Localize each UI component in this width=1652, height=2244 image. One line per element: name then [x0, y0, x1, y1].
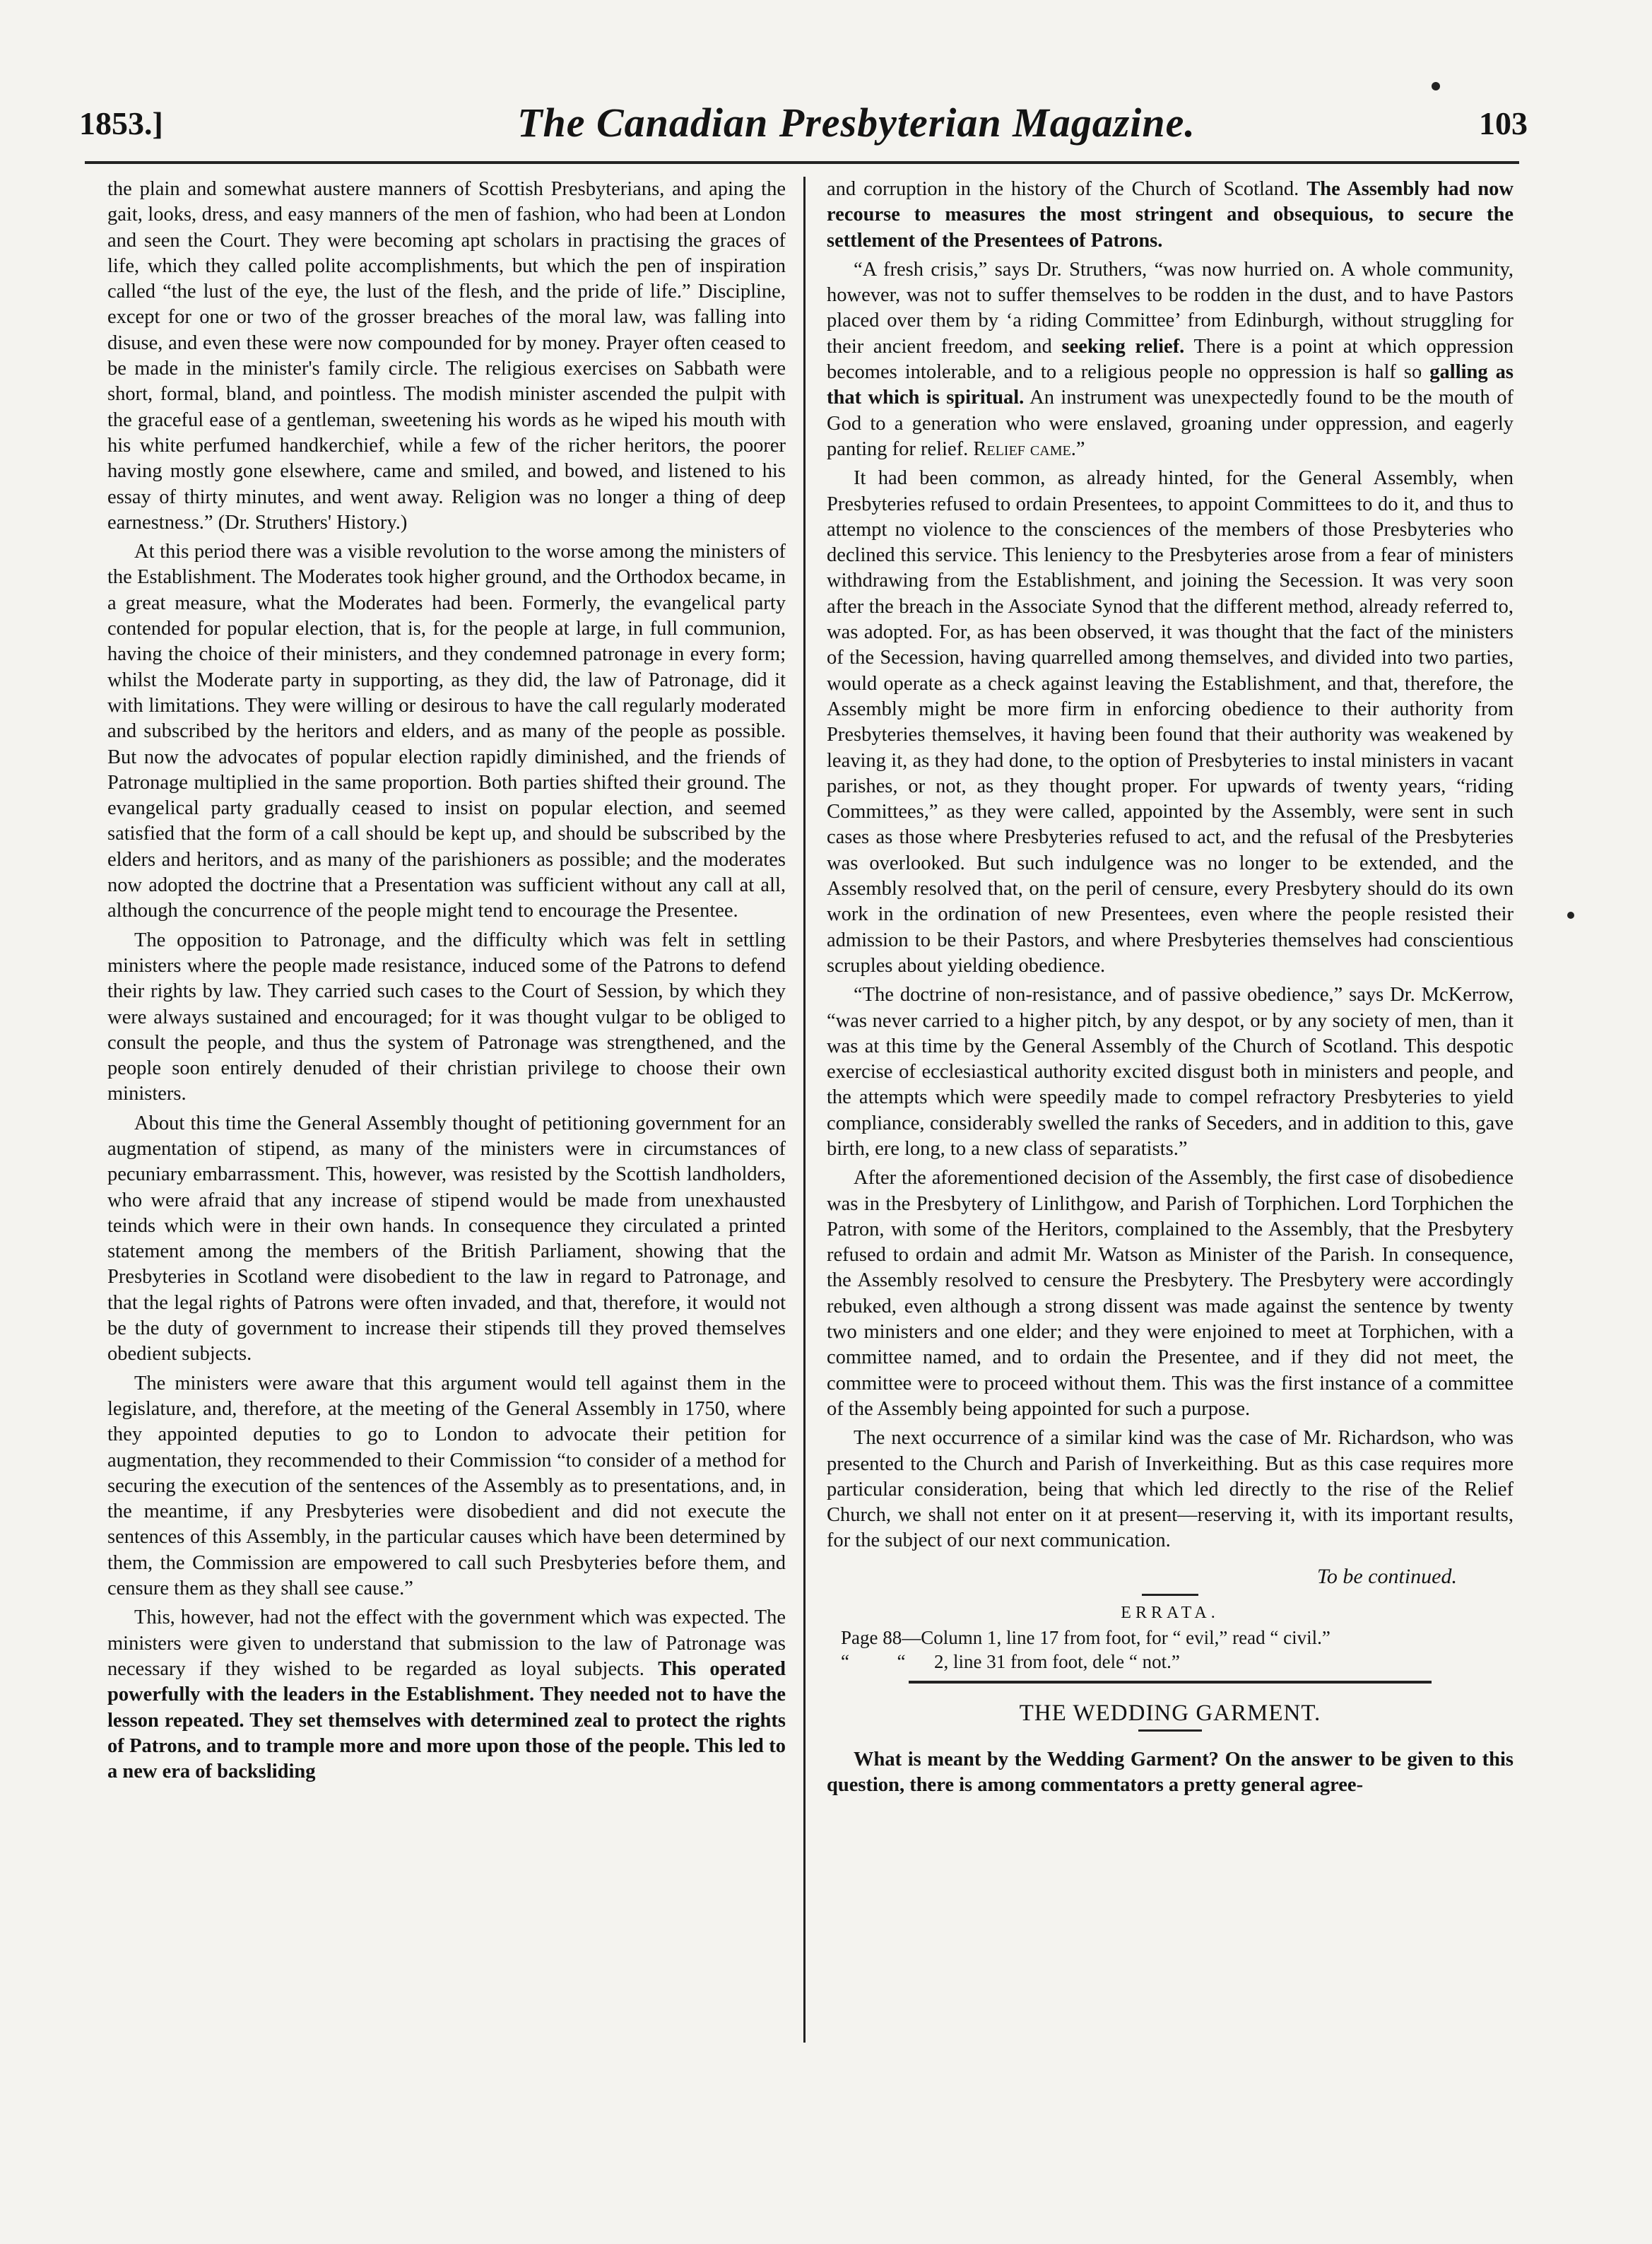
right-column [827, 177, 1514, 1802]
bold-text-run: galling as that which is spiritual. [827, 361, 1514, 409]
text-run: This leniency to the Presbyteries arose from a fear of ministers withdrawing from the Establishment, and joining the Secession. It was very soon after the breach in the Associate Synod that the different method, already referred to, was adopted. For, as has been observed, it was thought that the fact of the ministers of the Secession, having quarrelled among themselves, and divided into two parties, would operate as a check against leaving the Establishment, and that, therefore, the Assembly might be more firm in enforcing obedience to their authority from Presbyteries themselves, it having been found that their authority was weakened by leaving it, as they had done, to the option of Presbyteries to instal ministers in vacant parishes, or not, as they thought proper. For upwards of twenty years, “riding Committees,” as they were called, appointed by the Assembly, were sent in such cases as those where Presbyteries refused to act, and the refusal of the Presbyteries was overlooked. But such indulgence was no longer to be extended, and the Assembly resolved that, on the peril of censure, every Presbytery should do its own work in the ordination of new Presentees, even where the people resisted their admission to be their Pastors, and where Presbyteries themselves had conscientious scruples about yielding obedience. [827, 544, 1514, 977]
paragraph [827, 257, 1514, 462]
text-run: Relief came.” [973, 437, 1085, 460]
page-number: 103 [1479, 105, 1528, 141]
header-title: The Canadian Presbyterian Magazine. [517, 100, 1196, 146]
ink-dot [1567, 912, 1574, 919]
column-divider [803, 177, 806, 2043]
paragraph: The next occurrence of a similar kind was the case of Mr. Richardson, who was presented to the Church and Parish of Inverkeithing. But as this case requires more particular consideration, being that which led directly to the rise of the Relief Church, we shall not enter on it at present—reserving it, with its important results, for the subject of our next communication. [827, 1427, 1514, 1552]
left-column [107, 177, 786, 1788]
text-run: An instrument was unexpectedly found to be the mouth of God to a generation who were enslaved, groaning under oppression, and eagerly panting for relief. [827, 387, 1514, 460]
short-rule [1142, 1594, 1198, 1596]
paragraph: the plain and somewhat austere manners of Scottish Presbyterians, and aping the gait, looks, dress, and easy manners of the men of fashion, who had been at London and seen the Court. They were becoming apt scholars in practising the graces of life, which they called polite accomplishments, but which the pen of inspiration called “the lust of the eye, the lust of the flesh, and the pride of life.” Discipline, except for one or two of the grosser breaches of the moral law, was falling into disuse, and even these were now compounded for by money. Prayer often ceased to be made in the minister's family circle. The religious exercises on Sabbath were short, formal, bland, and pointless. The modish minister ascended the pulpit with the graceful ease of a gentleman, sweetening his words as he wiped his mouth with his white perfumed handkerchief, while a few of the richer heritors, the poorer having mostly gone elsewhere, came and smiled, and bowed, and listened to his essay of thirty minutes, and went away. Religion was no longer a thing of deep earnestness.” (Dr. Struthers' History.) [107, 178, 786, 534]
text-run: There is a point at which oppression becomes intolerable, and to a religious people no oppression is half so [827, 335, 1514, 384]
paragraph: What is meant by the Wedding Garment? On the answer to be given to this question, there is among commentators a pretty general agree- [827, 1748, 1514, 1796]
to-be-continued: To be continued. [1316, 1564, 1457, 1588]
section-rule [1138, 1729, 1202, 1732]
paragraph: “The doctrine of non-resistance, and of passive obedience,” says Dr. McKerrow, “was never carried to a higher pitch, by any despot, or by any society of men, than it was at this time by the General Assembly of the Church of Scotland. This despotic exercise of ecclesiastical authority excited disgust both in ministers and people, and the attempts which were speedily made to compel refractory Presbyteries to yield compliance, considerably swelled the ranks of Seceders, and in addition to this, gave birth, ere long, to a new class of separatists.” [827, 984, 1514, 1160]
text-run: This, however, had not the effect with the government which was expected. The ministers were given to understand that submission to the law of Patronage was necessary if they wished to be regarded as loyal subjects. [107, 1606, 786, 1680]
errata-line: Page 88—Column 1, line 17 from foot, for “ evil,” read “ civil.” [841, 1627, 1331, 1649]
paragraph: At this period there was a visible revolution to the worse among the ministers of the Establishment. The Moderates took higher ground, and the Orthodox became, in a great measure, what the Moderates had been. Formerly, the evangelical party contended for popular election, that is, for the people at large, in full communion, having the choice of their ministers, and they condemned patronage in every form; whilst the Moderate party in supporting, as they did, the law of Patronage, did it with limitations. They were willing or desirous to have the call regularly moderated and subscribed by the heritors and elders, and as many of the people as possible. But now the advocates of popular election rapidly diminished, and the friends of Patronage multiplied in the same proportion. Both parties shifted their ground. The evangelical party gradually ceased to insist on popular election, and seemed satisfied that the form of a call should be kept up, and should be subscribed by the elders and heritors, and as many of the parishioners as possible; and the moderates now adopted the doctrine that a Presentation was sufficient without any call at all, although the concurrence of the people might tend to encourage the Presentee. [107, 541, 786, 922]
errata-heading: ERRATA. [1121, 1604, 1220, 1623]
header-year: 1853.] [79, 105, 163, 141]
text-run: It had been common, as already hinted, for the General Assembly, when Presbyteries refused to ordain Presentees, to appoint Committees to do it, and thus to attempt no violence to the consciences of the members of those Presbyteries who declined this service. [827, 467, 1514, 567]
bold-text-run: This operated powerfully with the leaders in the Establishment. They needed not to have the lesson repeated. They set themselves with determined zeal to protect the rights of Patrons, and to trample more and more upon those of the people. This led to a new era of backsliding [107, 1657, 786, 1783]
bold-text-run: The Assembly had now recourse to measures the most stringent and obsequious, to secure the settlement of the Presentees of Patrons. [827, 178, 1514, 252]
errata-line: “ “ 2, line 31 from foot, dele “ not.” [841, 1651, 1180, 1673]
header-rule [85, 161, 1519, 164]
text-run: and corruption in the history of the Church of Scotland. [827, 178, 1299, 200]
section-title: THE WEDDING GARMENT. [1019, 1700, 1321, 1727]
paragraph: The opposition to Patronage, and the difficulty which was felt in settling ministers where the people made resistance, induced some of the Patrons to defend their rights by law. They carried such cases to the Court of Session, by which they were always sustained and encouraged; for it was thought vulgar to be obliged to consult the people, and thus the system of Patronage was strengthened, and the people soon entirely denuded of their christian privilege to choose their own ministers. [107, 929, 786, 1105]
paragraph: After the aforementioned decision of the Assembly, the first case of disobedience was in the Presbytery of Linlithgow, and Parish of Torphichen. Lord Torphichen the Patron, with some of the Heritors, complained to the Assembly, that the Presbytery refused to ordain and admit Mr. Watson as Minister of the Parish. In consequence, the Assembly resolved to censure the Presbytery. The Presbytery were accordingly rebuked, even although a strong dissent was made against the sentence by twenty two ministers and one elder; and they were enjoined to meet at Torphichen, with a committee named, and to ordain the Presentee, and if they did not meet, the committee were to proceed without them. This was the first instance of a committee of the Assembly being appointed for such a purpose. [827, 1167, 1514, 1420]
paragraph [107, 1605, 786, 1785]
bold-text-run: seeking relief. [1061, 335, 1185, 358]
ink-dot [1432, 82, 1440, 90]
paragraph: About this time the General Assembly thought of petitioning government for an augmentation of stipend, as many of the ministers were in circumstances of pecuniary embarrassment. This, however, was resisted by the Scottish landholders, who were afraid that any increase of stipend would be made from unexhausted teinds which were in their own hands. In consequence they circulated a printed statement among the members of the British Parliament, showing that the Presbyteries in Scotland were disobedient to the law in regard to Patronage, and that the legal rights of Patrons were often invaded, and that, therefore, it would not be the duty of government to increase their stipends till they proved themselves obedient subjects. [107, 1112, 786, 1365]
text-run: “A fresh crisis,” says Dr. Struthers, “was now hurried on. A whole community, however, was not to suffer themselves to be rodden in the dust, and to have Pastors placed over them by ‘a riding Committee’ from Edinburgh, without struggling for their ancient freedom, and [827, 258, 1514, 358]
page-header [79, 99, 1528, 163]
paragraph: The ministers were aware that this argument would tell against them in the legislature, and, therefore, at the meeting of the General Assembly in 1750, where they appointed deputies to go to London to advocate their petition for augmentation, they recommended to their Commission “to consider of a method for securing the execution of the sentences of the Assembly as to presentations, and, in the meantime, if any Presbyteries were disobedient and did not execute the sentences of this Assembly, in the particular causes which have been determined by them, the Commission are empowered to call such Presbyteries before them, and censure them as they shall see cause.” [107, 1372, 786, 1600]
paragraph [827, 177, 1514, 254]
paragraph [827, 466, 1514, 979]
errata-rule [909, 1681, 1432, 1684]
